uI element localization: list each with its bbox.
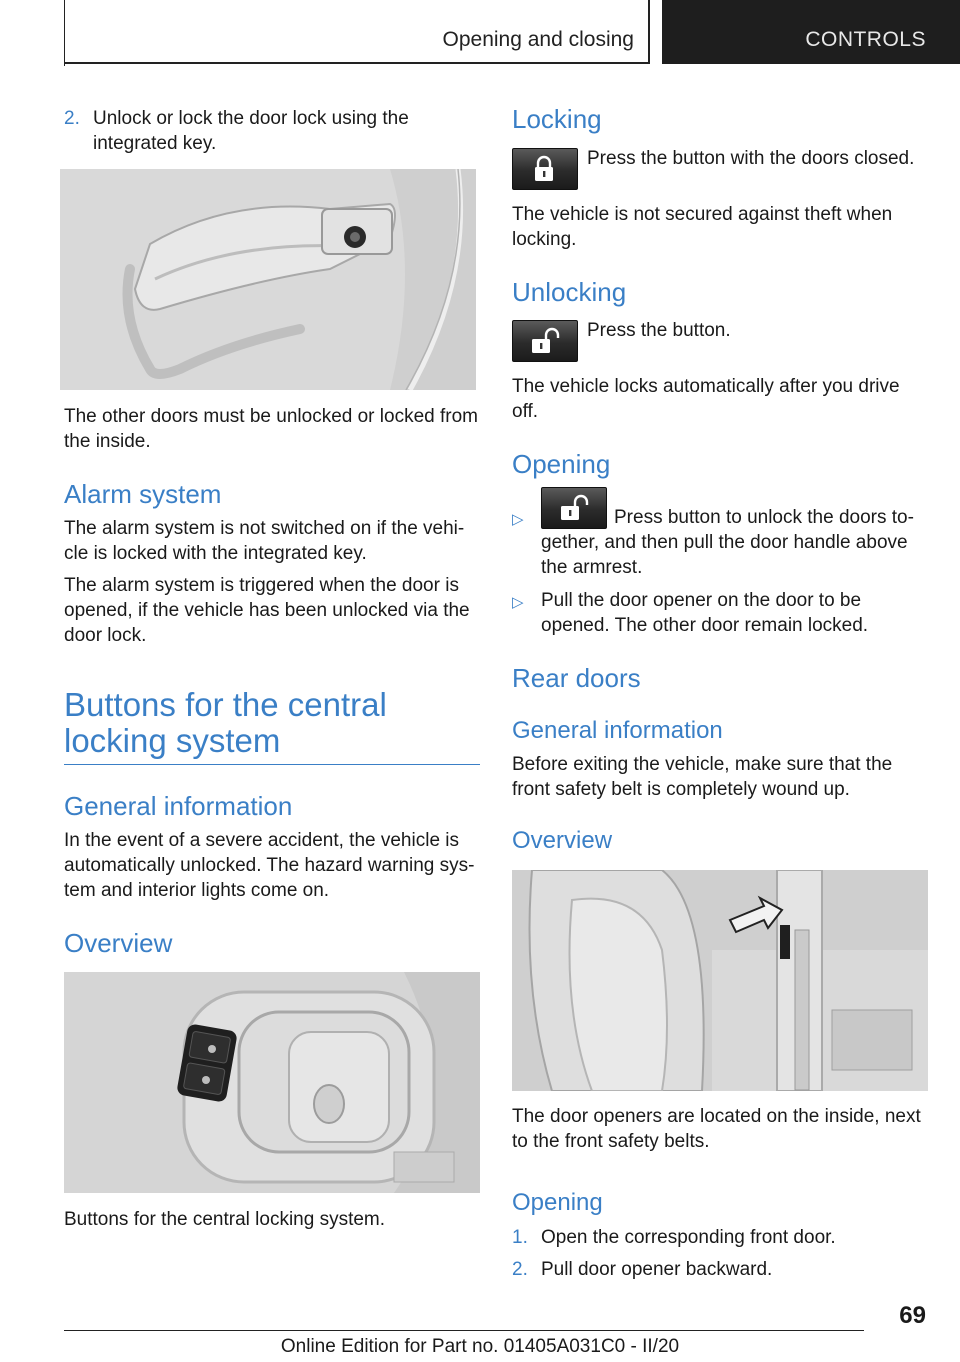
opening-bullet-2	[512, 588, 928, 643]
rear-general-text: Before exiting the vehicle, make sure that the front safety belt is completely wound up.	[512, 754, 893, 800]
header-divider	[648, 0, 650, 64]
page-number: 69	[899, 1302, 926, 1329]
central-locking-buttons-photo	[64, 972, 480, 1193]
other-doors-text: The other doors must be unlocked or locked from the inside.	[64, 406, 478, 452]
door-panel-illustration	[64, 972, 480, 1193]
locking-instruction: Press the button with the doors closed.	[587, 148, 915, 169]
general-info-text: In the event of a severe accident, the vehicle is automatically unlocked. The hazard warning sys‐ tem and interior lights come on.	[64, 830, 475, 901]
step-2	[64, 106, 480, 156]
rear-doors-heading: Rear doors	[512, 663, 641, 693]
opening-heading: Opening	[512, 449, 611, 479]
general-info-heading: General information	[64, 791, 293, 821]
section-rule	[64, 764, 480, 765]
alarm-paragraph-1: The alarm system is not switched on if the vehi‐ cle is locked with the integrated key.	[64, 518, 465, 564]
buttons-section-heading: Buttons for the central locking system	[64, 686, 387, 759]
rear-general-heading: General information	[512, 717, 723, 744]
step-number: 1.	[512, 1227, 528, 1248]
bullet-marker: ▷	[512, 594, 524, 611]
rear-step-2	[512, 1257, 928, 1283]
rear-opening-heading: Opening	[512, 1189, 603, 1216]
opening-bullet-1	[512, 505, 928, 585]
rear-door-opener-photo	[512, 870, 928, 1091]
door-handle-illustration	[60, 169, 476, 390]
rear-interior-illustration	[512, 870, 928, 1091]
step-text: Unlock or lock the door lock using the integrated key.	[93, 108, 409, 154]
footer-rule	[64, 1330, 864, 1331]
edition-footer: Online Edition for Part no. 01405A031C0 - II/20	[280, 1336, 680, 1357]
header-underline	[64, 62, 650, 64]
locking-note: The vehicle is not secured against theft when locking.	[512, 204, 893, 250]
bullet-marker: ▷	[512, 511, 524, 528]
header-section-title: Opening and closing	[442, 28, 634, 51]
rear-overview-text: The door openers are located on the inside, next to the front safety belts.	[512, 1106, 921, 1152]
header-left-rule	[64, 0, 65, 66]
locking-heading: Locking	[512, 104, 602, 134]
unlocking-heading: Unlocking	[512, 277, 627, 307]
rear-overview-heading: Overview	[512, 827, 613, 854]
alarm-paragraph-2: The alarm system is triggered when the door is opened, if the vehicle has been unlocked via the door lock.	[64, 575, 470, 646]
header-chapter-label: CONTROLS	[805, 28, 926, 51]
opening-bullet-2-text: Pull the door opener on the door to be opened. The other door remain locked.	[541, 590, 869, 636]
step-number: 2.	[512, 1259, 528, 1280]
unlock-icon	[529, 327, 563, 355]
door-handle-photo	[60, 169, 476, 390]
photo-caption: Buttons for the central locking system.	[64, 1209, 386, 1230]
step-text: Pull door opener backward.	[541, 1259, 773, 1280]
step-text: Open the corresponding front door.	[541, 1227, 836, 1248]
header-chapter-tab	[662, 0, 960, 64]
unlocking-instruction: Press the button.	[587, 320, 731, 341]
lock-button-icon	[512, 148, 578, 190]
alarm-system-heading: Alarm system	[64, 479, 222, 509]
unlocking-note: The vehicle locks automatically after you drive off.	[512, 376, 900, 422]
step-number: 2.	[64, 108, 80, 129]
overview-heading: Overview	[64, 928, 173, 958]
unlock-button-icon	[512, 320, 578, 362]
rear-step-1	[512, 1225, 928, 1251]
lock-icon	[529, 155, 559, 183]
opening-bullet-1-text: Press button to unlock the doors to‐ gether, and then pull the door handle above the armrest.	[541, 507, 914, 578]
